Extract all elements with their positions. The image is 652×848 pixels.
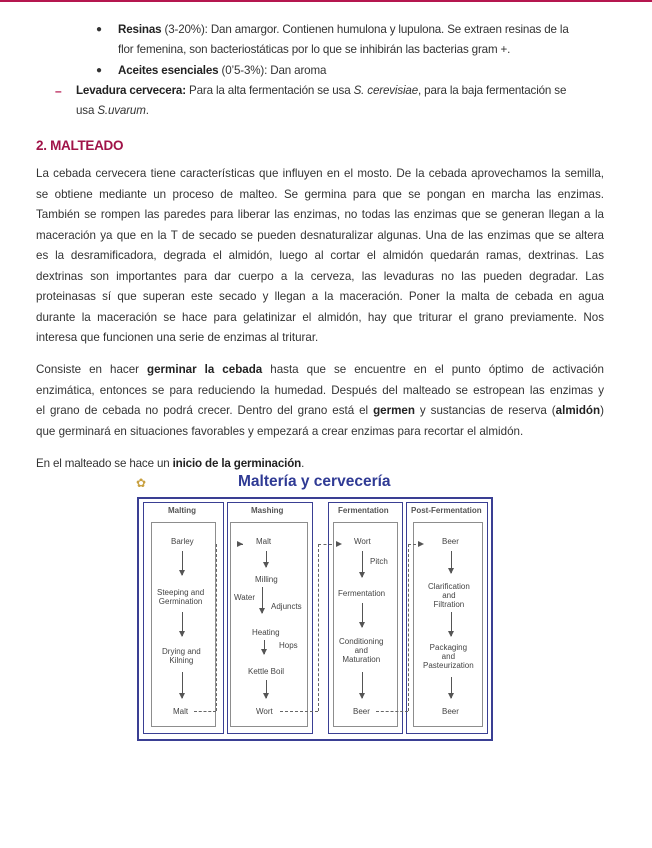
node-text: Germination bbox=[158, 597, 203, 606]
hop-logo-icon: ✿ bbox=[136, 476, 147, 490]
list-text: Para la alta fermentación se usa bbox=[185, 84, 354, 97]
paragraph-line: durante la maceración se hace para gelatinizar el almidón, hay que triturar el grano previamente. Nos bbox=[36, 310, 604, 324]
node-fermentation: Fermentation bbox=[338, 589, 386, 598]
column-header: Malting bbox=[168, 506, 196, 515]
text-run: ) bbox=[600, 404, 604, 417]
paragraph-line: La cebada cervecera tiene características que influyen en el mosto. De la cebada aprovechamos la semilla, bbox=[36, 167, 604, 180]
diagram-title: Maltería y cervecería bbox=[238, 473, 391, 490]
node-text: and bbox=[442, 591, 456, 600]
node-beer: Beer bbox=[353, 707, 370, 716]
node-barley: Barley bbox=[171, 537, 194, 546]
arrow-right-icon bbox=[336, 541, 342, 547]
list-text: (0’5-3%): Dan aroma bbox=[218, 64, 327, 77]
node-wort: Wort bbox=[354, 537, 371, 546]
bold-term: germinar la cebada bbox=[147, 363, 263, 376]
bold-term: germen bbox=[373, 404, 415, 417]
species-name: S.uvarum bbox=[97, 104, 146, 117]
node-drying bbox=[162, 647, 201, 665]
arrow-down-icon bbox=[451, 677, 452, 698]
paragraph-line bbox=[36, 360, 604, 381]
connector-dashed bbox=[408, 544, 416, 545]
paragraph-line: es la desramificadora, degrada el almidón, luego al cortar el almidón quedarán ramas, dextrinas. Las bbox=[36, 249, 604, 262]
node-text: Drying and bbox=[162, 647, 201, 656]
node-text: and bbox=[441, 652, 456, 661]
list-text: , para la baja fermentación se bbox=[418, 84, 567, 97]
node-malt: Malt bbox=[256, 537, 272, 546]
node-packaging bbox=[423, 643, 474, 670]
arrow-down-icon bbox=[362, 603, 363, 627]
arrow-down-icon bbox=[266, 551, 267, 567]
arrow-down-icon bbox=[266, 680, 267, 698]
top-accent-line bbox=[0, 0, 652, 2]
node-text: Pasteurization bbox=[423, 661, 474, 670]
arrow-right-icon bbox=[237, 541, 243, 547]
column-header: Fermentation bbox=[338, 506, 389, 515]
list-item-levadura bbox=[76, 84, 566, 98]
node-text: Maturation bbox=[342, 655, 381, 664]
list-text: usa bbox=[76, 104, 98, 117]
paragraph-line: enzimática, entonces se para reduciendo la humedad. Después del malteado se estropean las enzimas y bbox=[36, 383, 604, 397]
paragraph-malteado-2 bbox=[36, 360, 604, 442]
node-water: Water bbox=[234, 593, 256, 602]
text-run: En el malteado se hace un bbox=[36, 457, 173, 470]
node-malt: Malt bbox=[173, 707, 189, 716]
node-text: Steeping and bbox=[157, 588, 205, 597]
arrow-down-icon bbox=[264, 640, 265, 654]
list-item-levadura-cont bbox=[76, 104, 149, 118]
node-text: Conditioning bbox=[339, 637, 384, 646]
connector-dashed bbox=[408, 544, 409, 711]
term-levadura: Levadura cervecera: bbox=[76, 84, 186, 97]
bold-term: almidón bbox=[555, 404, 601, 417]
column-header: Post-Fermentation bbox=[411, 506, 482, 515]
paragraph-line: También se rompen las paredes para liberar las enzimas, no todas las enzimas que se generan llegan a la bbox=[36, 208, 604, 221]
inner-box-mashing bbox=[230, 522, 308, 727]
text-run: y sustancias de reserva ( bbox=[414, 404, 556, 417]
arrow-down-icon bbox=[451, 551, 452, 573]
term-resinas: Resinas bbox=[118, 23, 162, 36]
connector-dashed bbox=[194, 711, 216, 712]
list-item-resinas-cont: flor femenina, son bacteriostáticas por lo que se inhibirán las bacterias gram +. bbox=[118, 43, 511, 56]
arrow-down-icon bbox=[262, 587, 263, 613]
bullet-icon: ● bbox=[96, 65, 103, 76]
connector-dashed bbox=[280, 711, 318, 712]
paragraph-line: que germinará en situaciones favorables y empezará a crear enzimas para recortar el almidón. bbox=[36, 424, 524, 438]
node-beer: Beer bbox=[442, 707, 459, 716]
connector-dashed bbox=[318, 544, 319, 711]
node-beer: Beer bbox=[442, 537, 459, 546]
node-conditioning bbox=[339, 637, 383, 664]
arrow-down-icon bbox=[182, 672, 183, 698]
paragraph-malteado-3 bbox=[36, 457, 304, 471]
inner-box-fermentation bbox=[333, 522, 398, 727]
arrow-down-icon bbox=[451, 612, 452, 636]
node-heating: Heating bbox=[252, 628, 280, 637]
bullet-icon: ● bbox=[96, 24, 103, 35]
arrow-down-icon bbox=[362, 551, 363, 577]
text-run: Consiste en hacer bbox=[36, 363, 148, 376]
column-header: Mashing bbox=[251, 506, 284, 515]
node-kettle-boil: Kettle Boil bbox=[248, 667, 285, 676]
species-name: S. cerevisiae bbox=[353, 84, 418, 97]
node-text: Packaging bbox=[429, 643, 468, 652]
node-milling: Milling bbox=[255, 575, 278, 584]
node-text: Filtration bbox=[433, 600, 465, 609]
term-aceites: Aceites esenciales bbox=[118, 64, 219, 77]
node-wort: Wort bbox=[256, 707, 273, 716]
node-pitch: Pitch bbox=[370, 557, 388, 566]
node-adjuncts: Adjuncts bbox=[271, 602, 302, 611]
node-text: Clarification bbox=[428, 582, 470, 591]
paragraph-line: proteinasas sí que superan este secado y llegan a la maceración. Poner la malta de cebada en agua bbox=[36, 290, 604, 303]
bold-term: inicio de la germinación bbox=[172, 457, 302, 470]
list-item-resinas bbox=[118, 23, 569, 37]
text-run: hasta que se encuentre en el punto óptimo de activación bbox=[262, 363, 604, 376]
connector-dashed bbox=[216, 544, 217, 711]
section-heading: 2. MALTEADO bbox=[36, 138, 124, 153]
node-text: and bbox=[354, 646, 368, 655]
paragraph-line: maceración ya que en la T de secado se pueden desnaturalizar algunas. Una de las enzimas que se altera bbox=[36, 228, 604, 242]
connector-dashed bbox=[376, 711, 408, 712]
list-item-aceites bbox=[118, 64, 326, 78]
node-hops: Hops bbox=[279, 641, 298, 650]
arrow-down-icon bbox=[182, 612, 183, 636]
node-steeping bbox=[157, 588, 204, 606]
list-text: . bbox=[145, 104, 149, 117]
paragraph-line: interesa que funcionen una serie de enzimas al triturar. bbox=[36, 331, 319, 344]
arrow-down-icon bbox=[182, 551, 183, 575]
list-text: (3-20%): Dan amargor. Contienen humulona y lupulona. Se extraen resinas de la bbox=[161, 23, 569, 36]
arrow-down-icon bbox=[362, 672, 363, 698]
paragraph-line: se obtiene mediante un proceso de malteo. Se germina para que se pongan en marcha las enzimas. bbox=[36, 187, 604, 201]
dash-bullet-icon: – bbox=[55, 84, 62, 98]
paragraph-line bbox=[36, 401, 604, 422]
node-clarification bbox=[428, 582, 470, 609]
text-run: . bbox=[301, 457, 305, 470]
connector-dashed bbox=[318, 544, 332, 545]
paragraph-malteado-1 bbox=[36, 164, 604, 349]
node-text: Kilning bbox=[169, 656, 194, 665]
paragraph-line: dextrinas son importantes para dar cuerpo a la cerveza, las levaduras no las pueden degradar. Las bbox=[36, 269, 604, 283]
arrow-right-icon bbox=[418, 541, 424, 547]
text-run: el grano de cebada no podrá crecer. Dentro del grano está el bbox=[36, 404, 374, 417]
